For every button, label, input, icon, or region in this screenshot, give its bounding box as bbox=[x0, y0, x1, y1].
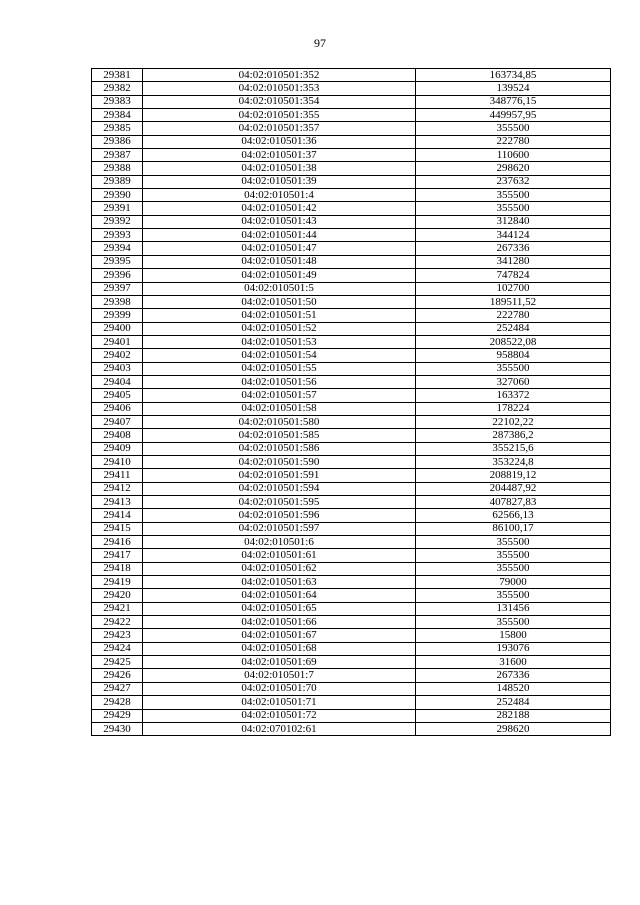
cadastral-number-cell: 04:02:010501:65 bbox=[143, 602, 416, 615]
table-row bbox=[92, 496, 611, 509]
value-cell: 252484 bbox=[416, 322, 611, 335]
value-cell: 355500 bbox=[416, 189, 611, 202]
cadastral-number-cell: 04:02:010501:47 bbox=[143, 242, 416, 255]
value-cell: 355500 bbox=[416, 616, 611, 629]
value-cell: 139524 bbox=[416, 82, 611, 95]
cadastral-number-cell: 04:02:010501:595 bbox=[143, 496, 416, 509]
cadastral-number-cell: 04:02:010501:36 bbox=[143, 135, 416, 148]
row-number-cell: 29418 bbox=[92, 562, 143, 575]
value-cell: 344124 bbox=[416, 229, 611, 242]
table-row bbox=[92, 722, 611, 735]
table-row bbox=[92, 175, 611, 188]
cadastral-number-cell: 04:02:010501:48 bbox=[143, 255, 416, 268]
row-number-cell: 29386 bbox=[92, 135, 143, 148]
table-row bbox=[92, 656, 611, 669]
cadastral-number-cell: 04:02:010501:39 bbox=[143, 175, 416, 188]
row-number-cell: 29397 bbox=[92, 282, 143, 295]
row-number-cell: 29408 bbox=[92, 429, 143, 442]
cadastral-number-cell: 04:02:010501:66 bbox=[143, 616, 416, 629]
table-row bbox=[92, 455, 611, 468]
value-cell: 327060 bbox=[416, 375, 611, 388]
table-row bbox=[92, 415, 611, 428]
value-cell: 237632 bbox=[416, 175, 611, 188]
cadastral-number-cell: 04:02:010501:67 bbox=[143, 629, 416, 642]
row-number-cell: 29407 bbox=[92, 415, 143, 428]
cadastral-number-cell: 04:02:010501:52 bbox=[143, 322, 416, 335]
table-row bbox=[92, 576, 611, 589]
table-row bbox=[92, 82, 611, 95]
table-row bbox=[92, 602, 611, 615]
cadastral-number-cell: 04:02:010501:354 bbox=[143, 95, 416, 108]
cadastral-number-cell: 04:02:010501:357 bbox=[143, 122, 416, 135]
table-row bbox=[92, 442, 611, 455]
row-number-cell: 29400 bbox=[92, 322, 143, 335]
value-cell: 298620 bbox=[416, 722, 611, 735]
cadastral-number-cell: 04:02:010501:62 bbox=[143, 562, 416, 575]
table-row bbox=[92, 402, 611, 415]
row-number-cell: 29416 bbox=[92, 536, 143, 549]
cadastral-number-cell: 04:02:010501:591 bbox=[143, 469, 416, 482]
value-cell: 193076 bbox=[416, 642, 611, 655]
table-row bbox=[92, 95, 611, 108]
cadastral-number-cell: 04:02:010501:69 bbox=[143, 656, 416, 669]
cadastral-number-cell: 04:02:010501:44 bbox=[143, 229, 416, 242]
table-row bbox=[92, 202, 611, 215]
value-cell: 267336 bbox=[416, 242, 611, 255]
cadastral-number-cell: 04:02:010501:590 bbox=[143, 455, 416, 468]
cadastral-number-cell: 04:02:010501:580 bbox=[143, 415, 416, 428]
row-number-cell: 29414 bbox=[92, 509, 143, 522]
cadastral-number-cell: 04:02:070102:61 bbox=[143, 722, 416, 735]
table-row bbox=[92, 482, 611, 495]
row-number-cell: 29387 bbox=[92, 149, 143, 162]
table-row bbox=[92, 389, 611, 402]
row-number-cell: 29421 bbox=[92, 602, 143, 615]
row-number-cell: 29396 bbox=[92, 269, 143, 282]
registry-table bbox=[91, 68, 611, 736]
row-number-cell: 29399 bbox=[92, 309, 143, 322]
value-cell: 163734,85 bbox=[416, 69, 611, 82]
table-row bbox=[92, 229, 611, 242]
table-row bbox=[92, 122, 611, 135]
cadastral-number-cell: 04:02:010501:49 bbox=[143, 269, 416, 282]
row-number-cell: 29381 bbox=[92, 69, 143, 82]
cadastral-number-cell: 04:02:010501:42 bbox=[143, 202, 416, 215]
table-row bbox=[92, 295, 611, 308]
row-number-cell: 29422 bbox=[92, 616, 143, 629]
value-cell: 355500 bbox=[416, 202, 611, 215]
row-number-cell: 29385 bbox=[92, 122, 143, 135]
row-number-cell: 29412 bbox=[92, 482, 143, 495]
value-cell: 131456 bbox=[416, 602, 611, 615]
table-row bbox=[92, 375, 611, 388]
row-number-cell: 29392 bbox=[92, 215, 143, 228]
value-cell: 355500 bbox=[416, 362, 611, 375]
cadastral-number-cell: 04:02:010501:71 bbox=[143, 696, 416, 709]
cadastral-number-cell: 04:02:010501:55 bbox=[143, 362, 416, 375]
row-number-cell: 29413 bbox=[92, 496, 143, 509]
value-cell: 958804 bbox=[416, 349, 611, 362]
row-number-cell: 29398 bbox=[92, 295, 143, 308]
cadastral-number-cell: 04:02:010501:53 bbox=[143, 335, 416, 348]
value-cell: 355500 bbox=[416, 549, 611, 562]
value-cell: 287386,2 bbox=[416, 429, 611, 442]
row-number-cell: 29406 bbox=[92, 402, 143, 415]
value-cell: 79000 bbox=[416, 576, 611, 589]
row-number-cell: 29393 bbox=[92, 229, 143, 242]
cadastral-number-cell: 04:02:010501:51 bbox=[143, 309, 416, 322]
table-row bbox=[92, 215, 611, 228]
row-number-cell: 29403 bbox=[92, 362, 143, 375]
row-number-cell: 29384 bbox=[92, 109, 143, 122]
table-row bbox=[92, 696, 611, 709]
table-row bbox=[92, 135, 611, 148]
table-row bbox=[92, 429, 611, 442]
row-number-cell: 29429 bbox=[92, 709, 143, 722]
value-cell: 355500 bbox=[416, 562, 611, 575]
cadastral-number-cell: 04:02:010501:7 bbox=[143, 669, 416, 682]
value-cell: 407827,83 bbox=[416, 496, 611, 509]
table-row bbox=[92, 69, 611, 82]
row-number-cell: 29430 bbox=[92, 722, 143, 735]
value-cell: 163372 bbox=[416, 389, 611, 402]
value-cell: 189511,52 bbox=[416, 295, 611, 308]
value-cell: 355500 bbox=[416, 589, 611, 602]
table-row bbox=[92, 709, 611, 722]
cadastral-number-cell: 04:02:010501:68 bbox=[143, 642, 416, 655]
table-row bbox=[92, 269, 611, 282]
value-cell: 15800 bbox=[416, 629, 611, 642]
row-number-cell: 29389 bbox=[92, 175, 143, 188]
cadastral-number-cell: 04:02:010501:63 bbox=[143, 576, 416, 589]
value-cell: 298620 bbox=[416, 162, 611, 175]
cadastral-number-cell: 04:02:010501:585 bbox=[143, 429, 416, 442]
row-number-cell: 29404 bbox=[92, 375, 143, 388]
cadastral-number-cell: 04:02:010501:61 bbox=[143, 549, 416, 562]
cadastral-number-cell: 04:02:010501:50 bbox=[143, 295, 416, 308]
table-row bbox=[92, 109, 611, 122]
cadastral-number-cell: 04:02:010501:38 bbox=[143, 162, 416, 175]
table-row bbox=[92, 562, 611, 575]
value-cell: 22102,22 bbox=[416, 415, 611, 428]
cadastral-number-cell: 04:02:010501:6 bbox=[143, 536, 416, 549]
value-cell: 222780 bbox=[416, 309, 611, 322]
value-cell: 148520 bbox=[416, 682, 611, 695]
cadastral-number-cell: 04:02:010501:70 bbox=[143, 682, 416, 695]
value-cell: 341280 bbox=[416, 255, 611, 268]
table-row bbox=[92, 629, 611, 642]
cadastral-number-cell: 04:02:010501:57 bbox=[143, 389, 416, 402]
value-cell: 252484 bbox=[416, 696, 611, 709]
table-row bbox=[92, 469, 611, 482]
table-row bbox=[92, 669, 611, 682]
table-row bbox=[92, 162, 611, 175]
cadastral-number-cell: 04:02:010501:4 bbox=[143, 189, 416, 202]
table-row bbox=[92, 149, 611, 162]
value-cell: 86100,17 bbox=[416, 522, 611, 535]
cadastral-number-cell: 04:02:010501:56 bbox=[143, 375, 416, 388]
table-row bbox=[92, 189, 611, 202]
row-number-cell: 29383 bbox=[92, 95, 143, 108]
cadastral-number-cell: 04:02:010501:37 bbox=[143, 149, 416, 162]
value-cell: 355215,6 bbox=[416, 442, 611, 455]
row-number-cell: 29409 bbox=[92, 442, 143, 455]
row-number-cell: 29428 bbox=[92, 696, 143, 709]
value-cell: 222780 bbox=[416, 135, 611, 148]
table-row bbox=[92, 242, 611, 255]
row-number-cell: 29402 bbox=[92, 349, 143, 362]
table-row bbox=[92, 282, 611, 295]
row-number-cell: 29411 bbox=[92, 469, 143, 482]
value-cell: 102700 bbox=[416, 282, 611, 295]
row-number-cell: 29388 bbox=[92, 162, 143, 175]
row-number-cell: 29424 bbox=[92, 642, 143, 655]
table-row bbox=[92, 549, 611, 562]
table-row bbox=[92, 589, 611, 602]
table-row bbox=[92, 509, 611, 522]
value-cell: 348776,15 bbox=[416, 95, 611, 108]
value-cell: 282188 bbox=[416, 709, 611, 722]
value-cell: 208522,08 bbox=[416, 335, 611, 348]
value-cell: 353224,8 bbox=[416, 455, 611, 468]
row-number-cell: 29394 bbox=[92, 242, 143, 255]
row-number-cell: 29417 bbox=[92, 549, 143, 562]
row-number-cell: 29423 bbox=[92, 629, 143, 642]
row-number-cell: 29395 bbox=[92, 255, 143, 268]
table-row bbox=[92, 255, 611, 268]
value-cell: 355500 bbox=[416, 122, 611, 135]
row-number-cell: 29419 bbox=[92, 576, 143, 589]
row-number-cell: 29390 bbox=[92, 189, 143, 202]
value-cell: 204487,92 bbox=[416, 482, 611, 495]
value-cell: 178224 bbox=[416, 402, 611, 415]
row-number-cell: 29410 bbox=[92, 455, 143, 468]
table-row bbox=[92, 536, 611, 549]
cadastral-number-cell: 04:02:010501:64 bbox=[143, 589, 416, 602]
cadastral-number-cell: 04:02:010501:352 bbox=[143, 69, 416, 82]
row-number-cell: 29401 bbox=[92, 335, 143, 348]
table-row bbox=[92, 522, 611, 535]
row-number-cell: 29391 bbox=[92, 202, 143, 215]
row-number-cell: 29405 bbox=[92, 389, 143, 402]
cadastral-number-cell: 04:02:010501:596 bbox=[143, 509, 416, 522]
cadastral-number-cell: 04:02:010501:72 bbox=[143, 709, 416, 722]
cadastral-number-cell: 04:02:010501:597 bbox=[143, 522, 416, 535]
registry-table-body bbox=[92, 69, 611, 736]
value-cell: 62566,13 bbox=[416, 509, 611, 522]
cadastral-number-cell: 04:02:010501:594 bbox=[143, 482, 416, 495]
cadastral-number-cell: 04:02:010501:43 bbox=[143, 215, 416, 228]
table-row bbox=[92, 335, 611, 348]
value-cell: 312840 bbox=[416, 215, 611, 228]
table-row bbox=[92, 309, 611, 322]
value-cell: 208819,12 bbox=[416, 469, 611, 482]
row-number-cell: 29415 bbox=[92, 522, 143, 535]
table-row bbox=[92, 642, 611, 655]
table-row bbox=[92, 322, 611, 335]
page-number: 97 bbox=[314, 36, 326, 50]
value-cell: 110600 bbox=[416, 149, 611, 162]
cadastral-number-cell: 04:02:010501:58 bbox=[143, 402, 416, 415]
table-row bbox=[92, 682, 611, 695]
value-cell: 355500 bbox=[416, 536, 611, 549]
cadastral-number-cell: 04:02:010501:353 bbox=[143, 82, 416, 95]
table-row bbox=[92, 349, 611, 362]
value-cell: 267336 bbox=[416, 669, 611, 682]
table-row bbox=[92, 616, 611, 629]
value-cell: 449957,95 bbox=[416, 109, 611, 122]
cadastral-number-cell: 04:02:010501:54 bbox=[143, 349, 416, 362]
row-number-cell: 29382 bbox=[92, 82, 143, 95]
cadastral-number-cell: 04:02:010501:586 bbox=[143, 442, 416, 455]
row-number-cell: 29425 bbox=[92, 656, 143, 669]
value-cell: 747824 bbox=[416, 269, 611, 282]
row-number-cell: 29426 bbox=[92, 669, 143, 682]
table-row bbox=[92, 362, 611, 375]
row-number-cell: 29420 bbox=[92, 589, 143, 602]
row-number-cell: 29427 bbox=[92, 682, 143, 695]
cadastral-number-cell: 04:02:010501:5 bbox=[143, 282, 416, 295]
value-cell: 31600 bbox=[416, 656, 611, 669]
cadastral-number-cell: 04:02:010501:355 bbox=[143, 109, 416, 122]
